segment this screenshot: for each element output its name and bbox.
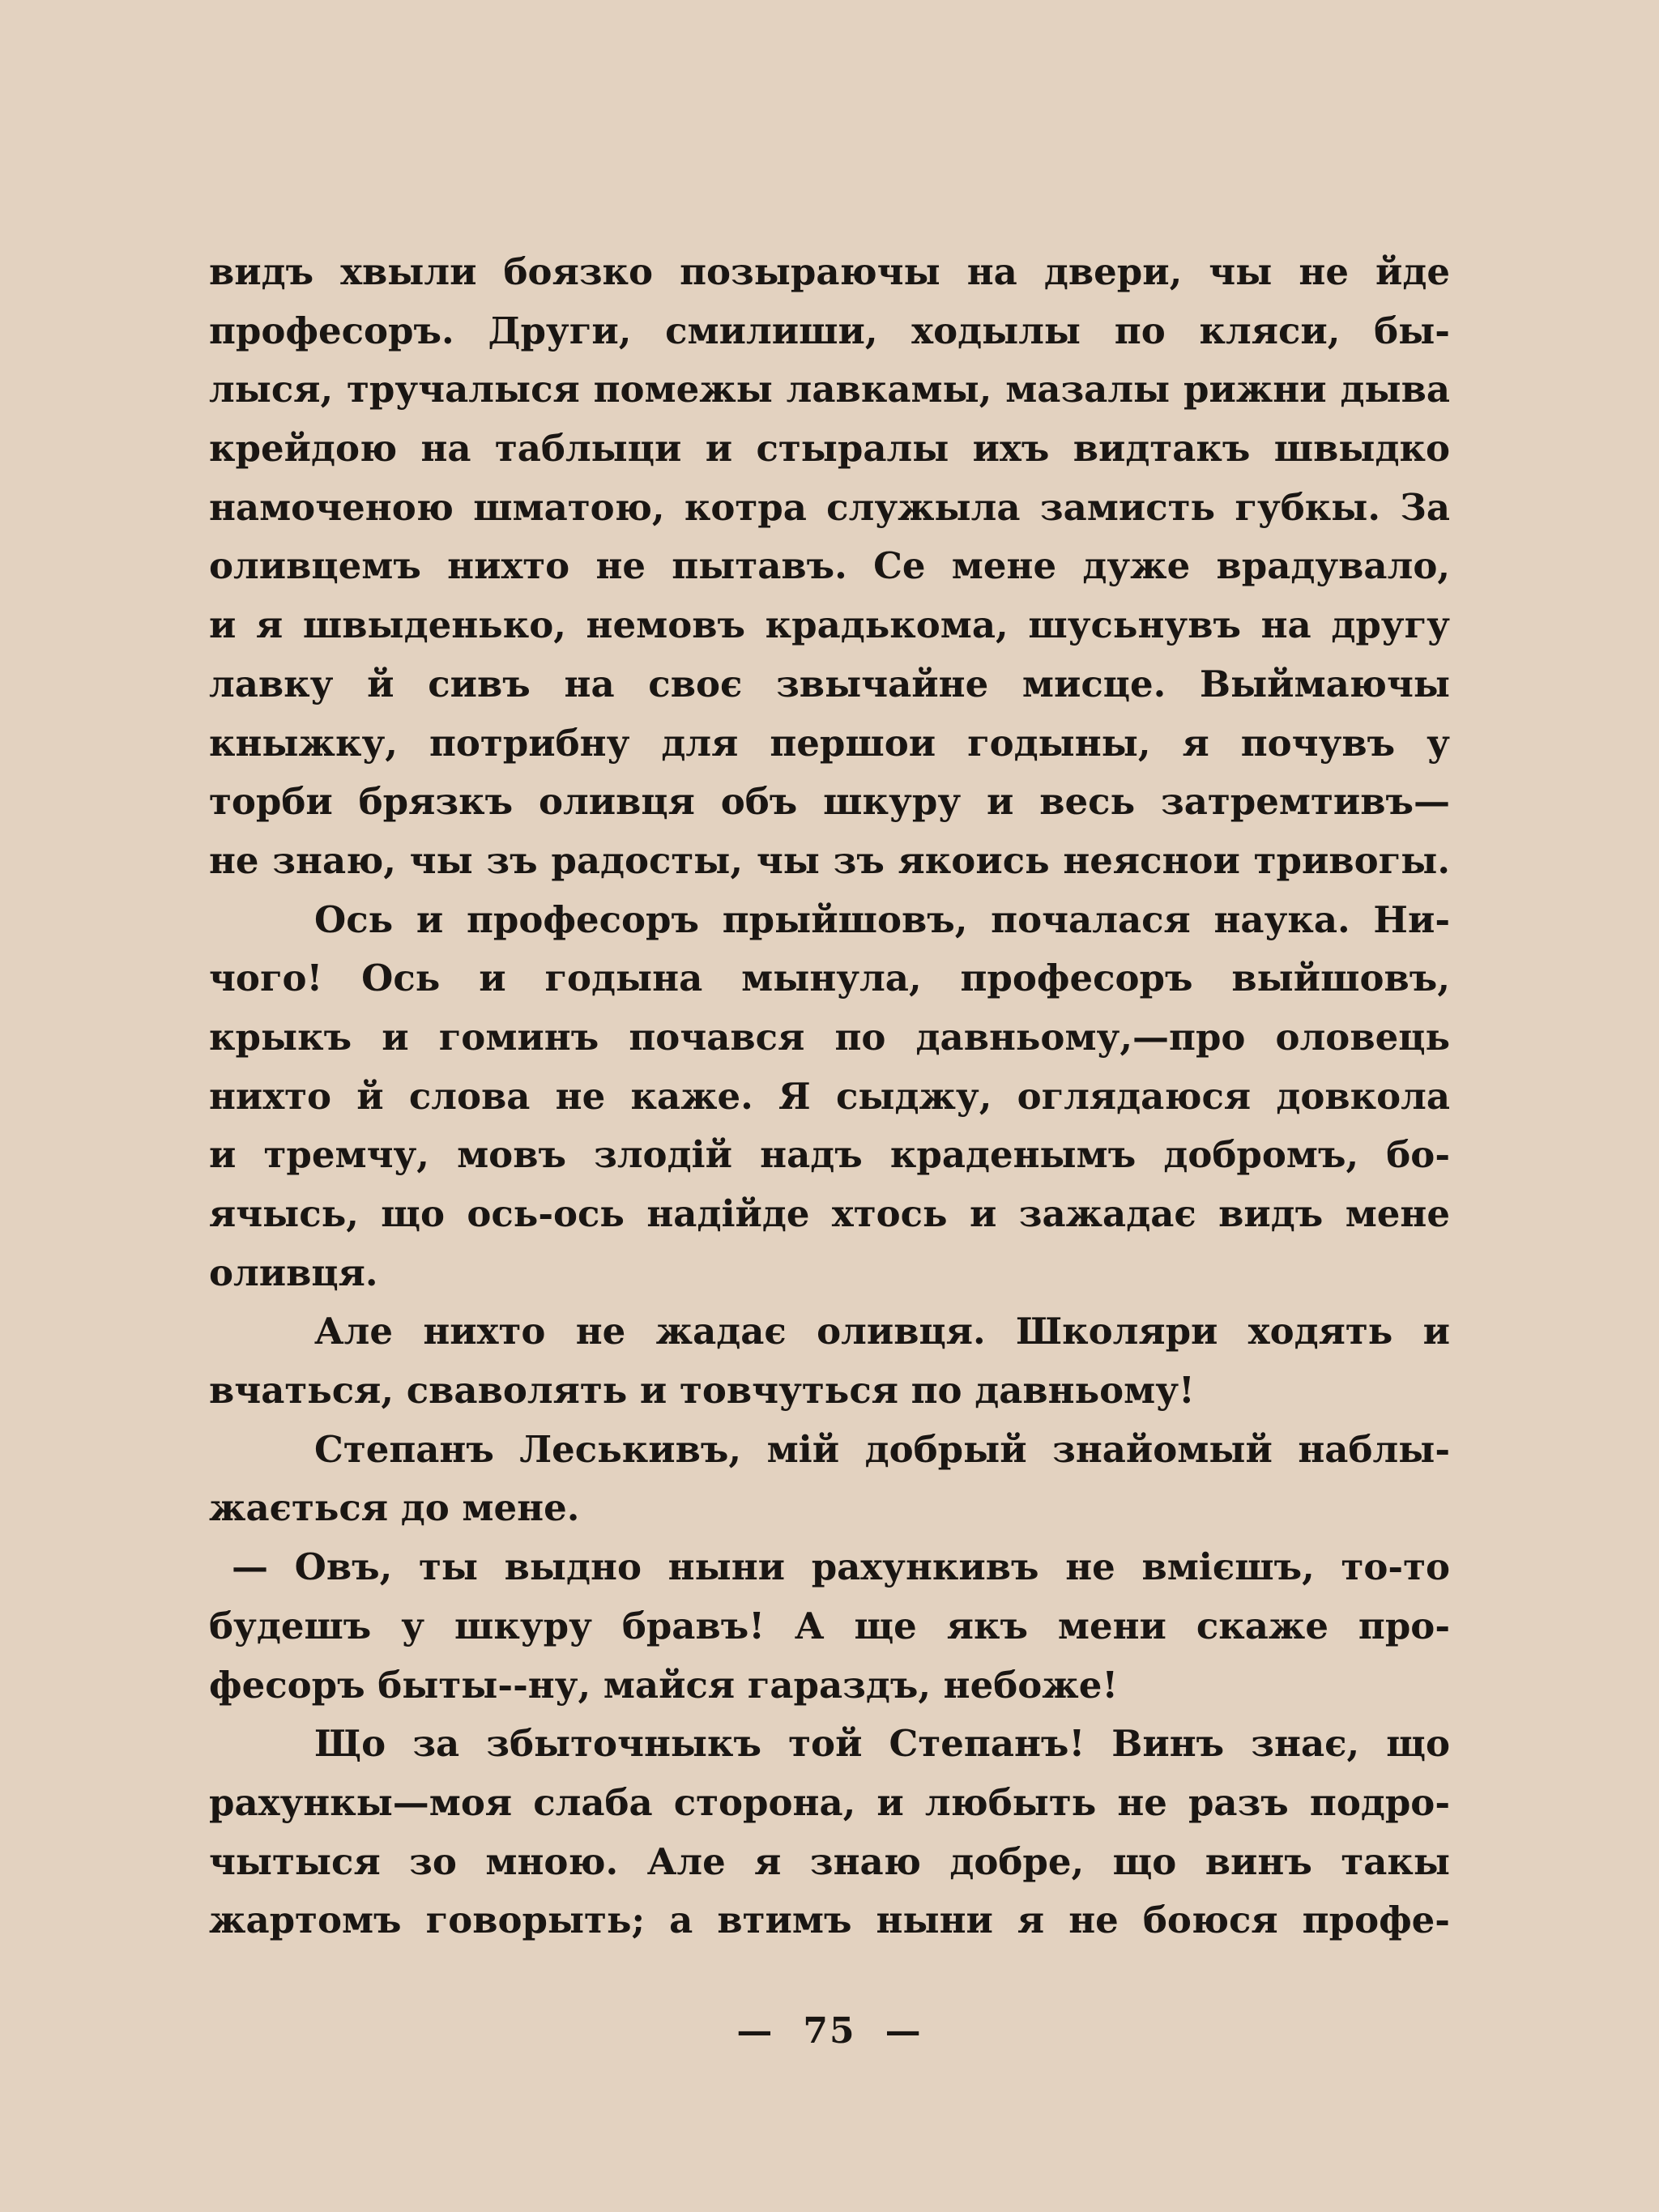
text-line: и тремчу, мовъ злодій надъ краденымъ добромъ, бо- [209, 1133, 1450, 1177]
text-line: оливця. [209, 1251, 378, 1294]
text-line: кныжку, потрибну для першои годыны, я почувъ у [209, 721, 1450, 765]
paragraph-start-line: Ось и професоръ прыйшовъ, почалася наука. Ни- [314, 897, 1450, 941]
folio-dash-right: — [885, 2010, 923, 2052]
page-body-text [209, 243, 1450, 1950]
text-line: лыся, тручалыся помежы лавкамы, мазалы рижни дыва [209, 368, 1450, 411]
text-line: крыкъ и гоминъ почався по давньому,—про оловець [209, 1015, 1450, 1059]
text-line: жартомъ говорыть; а втимъ ныни я не боюся профе- [209, 1899, 1450, 1942]
text-line: чытыся зо мною. Але я знаю добре, що винъ такы [209, 1839, 1450, 1883]
text-line: нихто й слова не каже. Я сыджу, оглядаюся довкола [209, 1074, 1450, 1118]
dialogue-line: — Овъ, ты выдно ныни рахункивъ не вмієшъ, то-то [232, 1545, 1450, 1589]
text-line: не знаю, чы зъ радосты, чы зъ якоись неяснои тривогы. [209, 838, 1450, 882]
text-line: торби брязкъ оливця объ шкуру и весь затремтивъ— [209, 780, 1450, 824]
text-line: лавку й сивъ на своє звычайне мисце. Выймаючы [209, 662, 1450, 705]
text-line: фесоръ быты--ну, майся гараздъ, небоже! [209, 1663, 1119, 1707]
text-line: ячысь, що ось-ось надійде хтось и зажадає видъ мене [209, 1192, 1450, 1235]
text-line: видъ хвыли боязко позыраючы на двери, чы не йде [209, 250, 1450, 293]
text-line: чого! Ось и годына мынула, професоръ выйшовъ, [209, 957, 1450, 1000]
text-line: оливцемъ нихто не пытавъ. Се мене дуже врадувало, [209, 544, 1450, 588]
text-line: професоръ. Други, смилиши, ходылы по кляси, бы- [209, 309, 1450, 352]
folio-dash-left: — [736, 2010, 774, 2052]
paragraph-start-line: Але нихто не жадає оливця. Школяри ходять и [314, 1310, 1450, 1353]
text-line: вчаться, сваволять и товчуться по давньому! [209, 1369, 1195, 1413]
paragraph-start-line: Що за збыточныкъ той Степанъ! Винъ знає, що [314, 1722, 1450, 1766]
paragraph-start-line: Степанъ Леськивъ, мій добрый знайомый наблы- [314, 1427, 1450, 1471]
text-line: жається до мене. [209, 1486, 580, 1530]
text-line: намоченою шматою, котра служыла замисть губкы. За [209, 485, 1450, 529]
text-line: рахункы—моя слаба сторона, и любыть не разъ подро- [209, 1780, 1450, 1824]
text-line: будешъ у шкуру бравъ! А ще якъ мени скаже про- [209, 1604, 1450, 1647]
text-line: крейдою на таблыци и стыралы ихъ видтакъ швыдко [209, 427, 1450, 471]
text-line: и я швыденько, немовъ крадькома, шусьнувъ на другу [209, 603, 1450, 647]
page-number: 75 [803, 2010, 856, 2052]
page-number-footer [0, 2010, 1659, 2052]
